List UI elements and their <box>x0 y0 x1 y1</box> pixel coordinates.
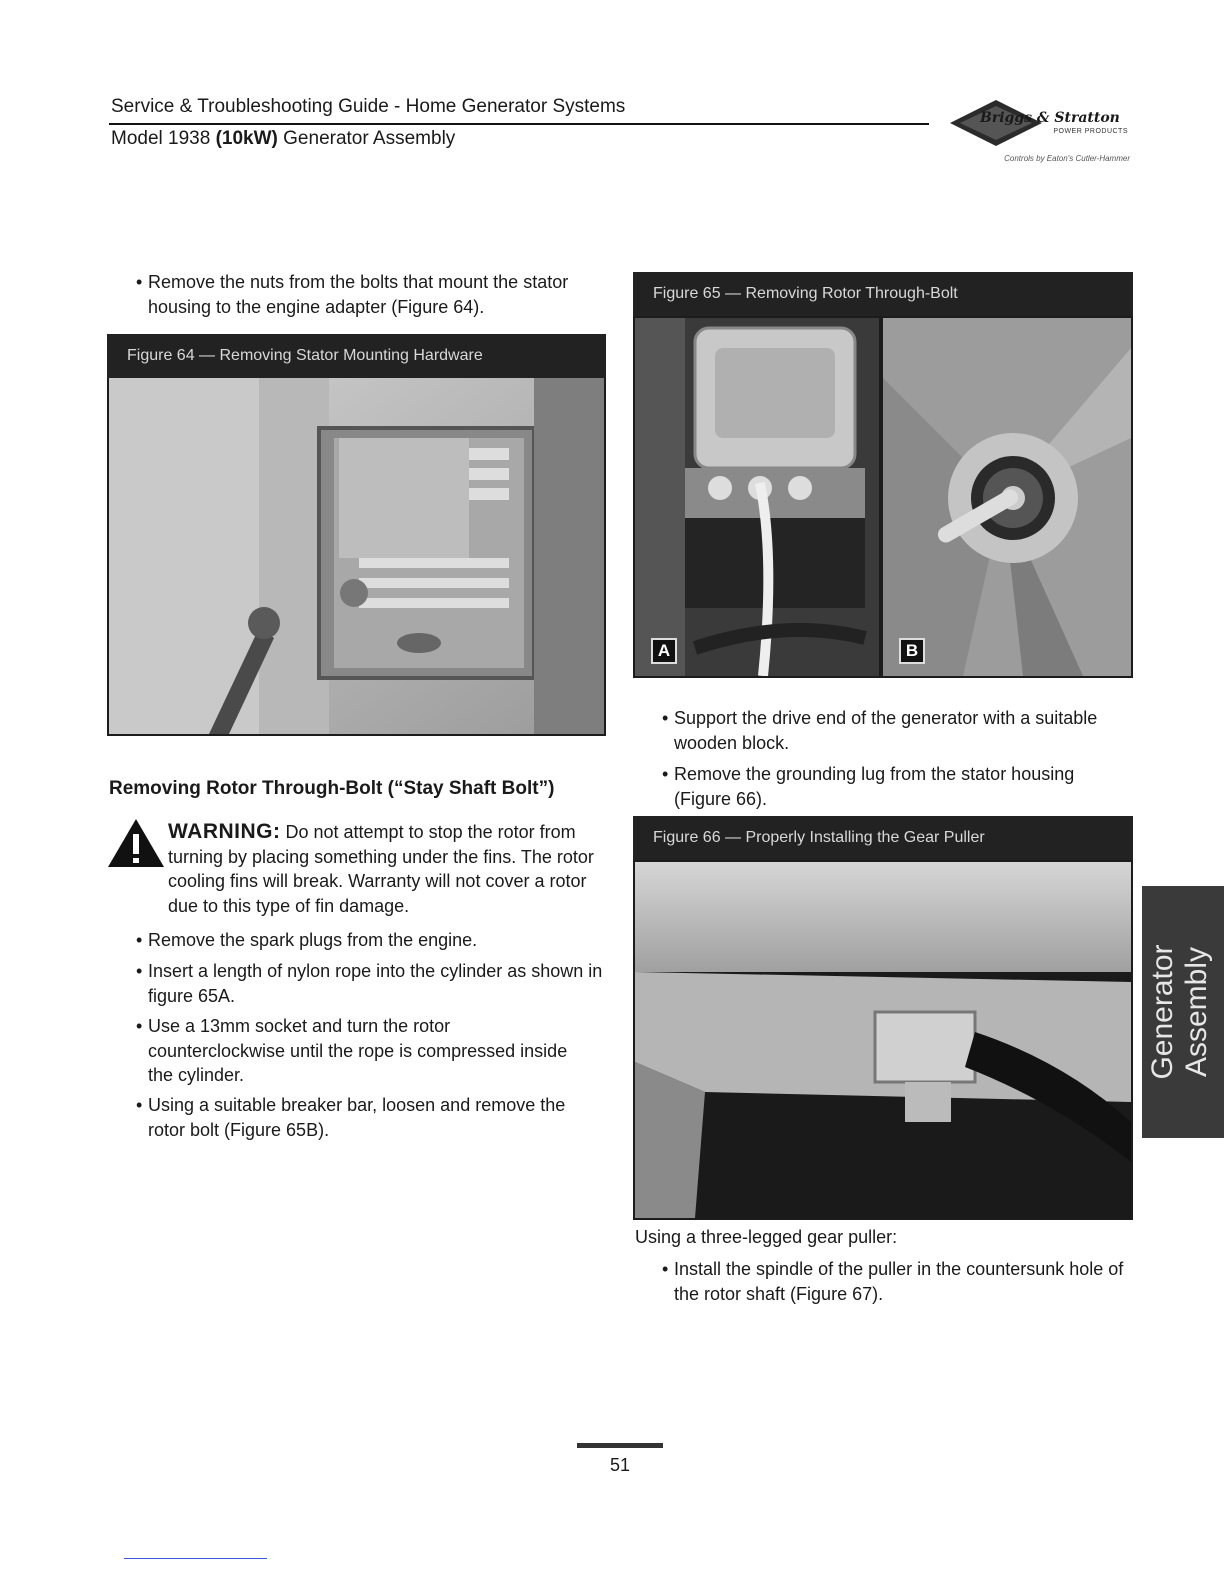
model-kw: (10kW) <box>215 128 278 149</box>
figure-66-caption: Figure 66 — Properly Installing the Gear Puller <box>633 816 1133 860</box>
header-model <box>111 128 455 150</box>
bullet-dot: • <box>136 930 143 950</box>
model-suffix: Generator Assembly <box>277 128 456 149</box>
left-bullet-2-text: Insert a length of nylon rope into the cylinder as shown in figure 65A. <box>148 961 603 1006</box>
figure-65a-photo <box>635 318 879 676</box>
left-bullet-4 <box>136 1093 598 1142</box>
figure-65-tag-a: A <box>651 638 677 664</box>
side-tab-line2: Assembly <box>1180 946 1213 1078</box>
puller-intro: Using a three-legged gear puller: <box>635 1227 898 1247</box>
bullet-dot: • <box>136 272 143 292</box>
bullet-dot: • <box>662 708 669 728</box>
bullet-dot: • <box>136 961 143 981</box>
header-rule <box>109 123 929 125</box>
side-tab-label <box>1146 890 1214 1134</box>
right-bullet-3 <box>662 1257 1134 1306</box>
warning-body: Do not attempt to stop the rotor from turning by placing something under the fins. The rotor cooling fins will break. Warranty will not cover a rotor due to this type of fin damage. <box>168 822 594 916</box>
left-bullet-3 <box>136 1014 588 1088</box>
bullet-dot: • <box>136 1095 143 1115</box>
page-number: 51 <box>609 1455 631 1475</box>
page-number-bar <box>577 1443 663 1448</box>
warning-text <box>168 820 618 918</box>
right-bullet-2-text: Remove the grounding lug from the stator housing (Figure 66). <box>674 764 1075 809</box>
logo-tagline: Controls by Eaton's Cutler-Hammer <box>1004 154 1130 163</box>
left-bullet-1 <box>136 928 608 953</box>
logo-sub: POWER PRODUCTS <box>1053 128 1128 135</box>
brand-logo <box>944 92 1140 172</box>
figure-64-caption: Figure 64 — Removing Stator Mounting Hardware <box>107 334 606 378</box>
figure-66-photo <box>635 862 1131 1218</box>
figure-64-photo <box>109 378 604 734</box>
logo-brand: Briggs & Stratton <box>980 110 1120 126</box>
section-side-tab <box>1142 886 1224 1138</box>
figure-66 <box>633 816 1133 1220</box>
section-heading: Removing Rotor Through-Bolt (“Stay Shaft Bolt”) <box>109 778 555 799</box>
right-bullet-1-text: Support the drive end of the generator with a suitable wooden block. <box>674 708 1098 753</box>
right-bullet-1 <box>662 706 1134 755</box>
bullet-dot: • <box>662 764 669 784</box>
left-bullet-3-text: Use a 13mm socket and turn the rotor counterclockwise until the rope is compressed inside the cylinder. <box>148 1016 568 1085</box>
bullet-dot: • <box>136 1016 143 1036</box>
right-bullet-2 <box>662 762 1114 811</box>
footer-link-line <box>124 1558 267 1559</box>
left-bullet-1-text: Remove the spark plugs from the engine. <box>148 930 478 950</box>
intro-bullet-text: Remove the nuts from the bolts that mount the stator housing to the engine adapter (Figure 64). <box>148 272 569 317</box>
bullet-dot: • <box>662 1259 669 1279</box>
right-bullet-3-text: Install the spindle of the puller in the countersunk hole of the rotor shaft (Figure 67). <box>674 1259 1124 1304</box>
figure-65-tag-b: B <box>899 638 925 664</box>
side-tab-line1: Generator <box>1146 944 1179 1080</box>
figure-65-caption: Figure 65 — Removing Rotor Through-Bolt <box>633 272 1133 316</box>
intro-bullet <box>136 270 608 319</box>
figure-65 <box>633 272 1133 678</box>
figure-64 <box>107 334 606 736</box>
left-bullet-4-text: Using a suitable breaker bar, loosen and remove the rotor bolt (Figure 65B). <box>148 1095 566 1140</box>
left-bullet-2 <box>136 959 608 1008</box>
figure-65b-photo <box>883 318 1131 676</box>
header-title: Service & Troubleshooting Guide - Home Generator Systems <box>111 96 626 117</box>
warning-label: WARNING: <box>168 820 281 843</box>
model-prefix: Model 1938 <box>111 128 216 149</box>
warning-triangle-icon <box>107 818 165 868</box>
